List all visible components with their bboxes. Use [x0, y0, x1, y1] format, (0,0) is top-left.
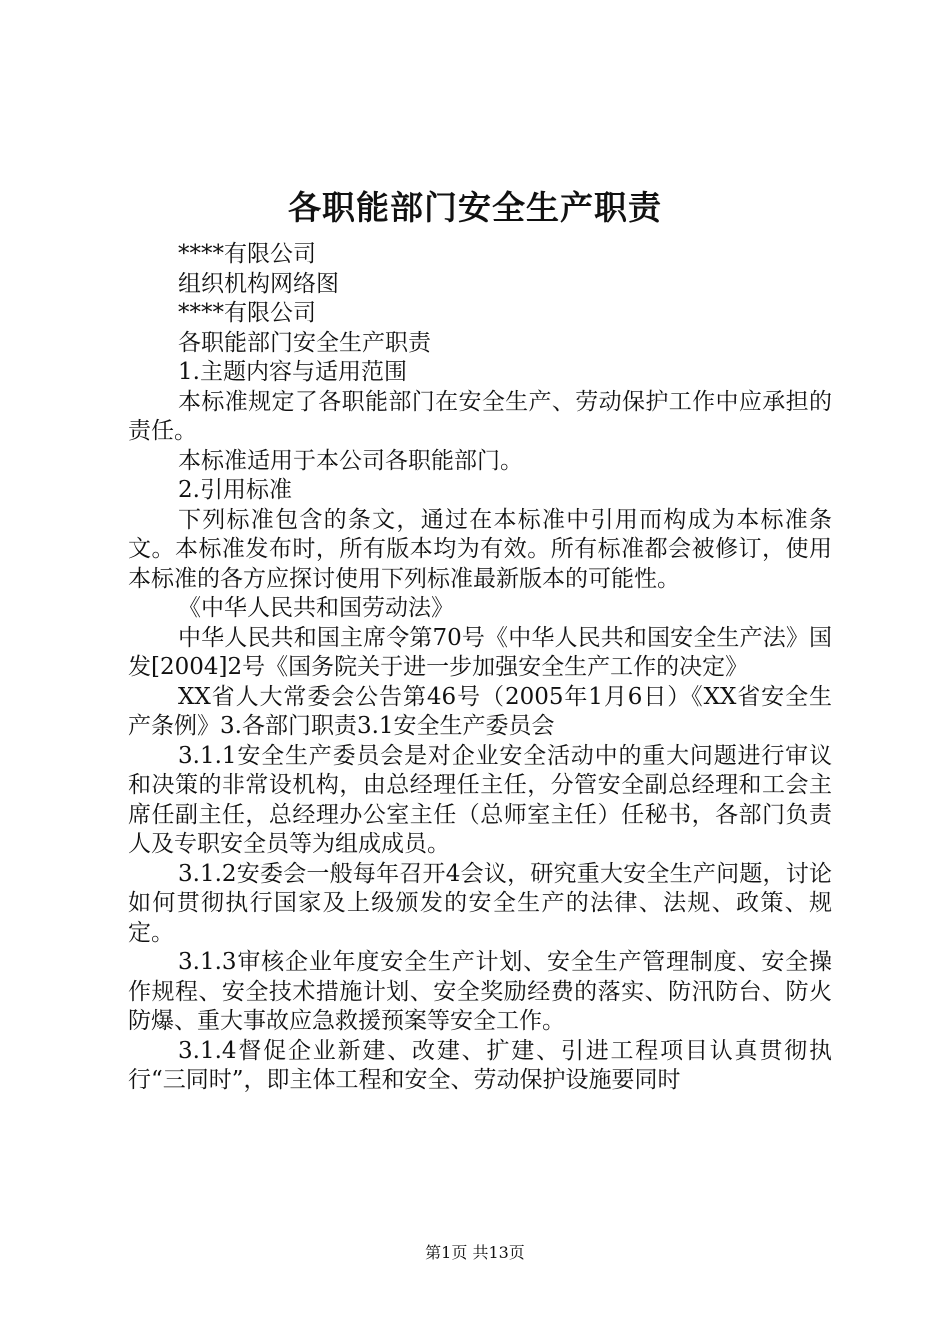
paragraph-scope: 本标准规定了各职能部门在安全生产、劳动保护工作中应承担的责任。	[128, 388, 832, 444]
paragraph-company-name-2: ****有限公司	[178, 300, 316, 326]
page-footer: 第1页 共13页	[425, 1243, 525, 1262]
paragraph-subtitle: 各职能部门安全生产职责	[178, 329, 431, 356]
paragraph-applicability: 本标准适用于本公司各职能部门。	[178, 447, 523, 474]
paragraph-org-chart: 组织机构网络图	[178, 270, 339, 297]
paragraph-labor-law: 《中华人民共和国劳动法》	[178, 595, 454, 621]
document-body	[128, 240, 832, 1096]
paragraph-references: 下列标准包含的条文，通过在本标准中引用而构成为本标准条文。本标准发布时，所有版本均为有效。所有标准都会被修订，使用本标准的各方应探讨使用下列标准最新版本的可能性。	[128, 506, 832, 592]
paragraph-3-1-2: 3.1.2安委会一般每年召开4会议，研究重大安全生产问题，讨论如何贯彻执行国家及上级颁发的安全生产的法律、法规、政策、规定。	[128, 860, 832, 946]
paragraph-3-1-3: 3.1.3审核企业年度安全生产计划、安全生产管理制度、安全操作规程、安全技术措施计划、安全奖励经费的落实、防汛防台、防火防爆、重大事故应急救援预案等安全工作。	[128, 949, 832, 1034]
paragraph-company-name: ****有限公司	[178, 241, 316, 267]
paragraph-3-1-4: 3.1.4督促企业新建、改建、扩建、引进工程项目认真贯彻执行“三同时”，即主体工程和安全、劳动保护设施要同时	[128, 1037, 832, 1093]
paragraph-3-1-1: 3.1.1安全生产委员会是对企业安全活动中的重大问题进行审议和决策的非常设机构，由总经理任主任，分管安全副总经理和工会主席任副主任，总经理办公室主任（总师室主任）任秘书，各部门负责人及专职安全员等为组成成员。	[128, 742, 832, 857]
section-heading-2: 2.引用标准	[178, 477, 292, 503]
paragraph-provincial-regulation: XX省人大常委会公告第46号（2005年1月6日）《XX省安全生产条例》3.各部门职责3.1安全生产委员会	[128, 683, 832, 739]
section-heading-1: 1.主题内容与适用范围	[178, 359, 407, 385]
document-title: 各职能部门安全生产职责	[288, 188, 662, 227]
paragraph-safety-law: 中华人民共和国主席令第70号《中华人民共和国安全生产法》国发[2004]2号《国务院关于进一步加强安全生产工作的决定》	[128, 624, 832, 680]
